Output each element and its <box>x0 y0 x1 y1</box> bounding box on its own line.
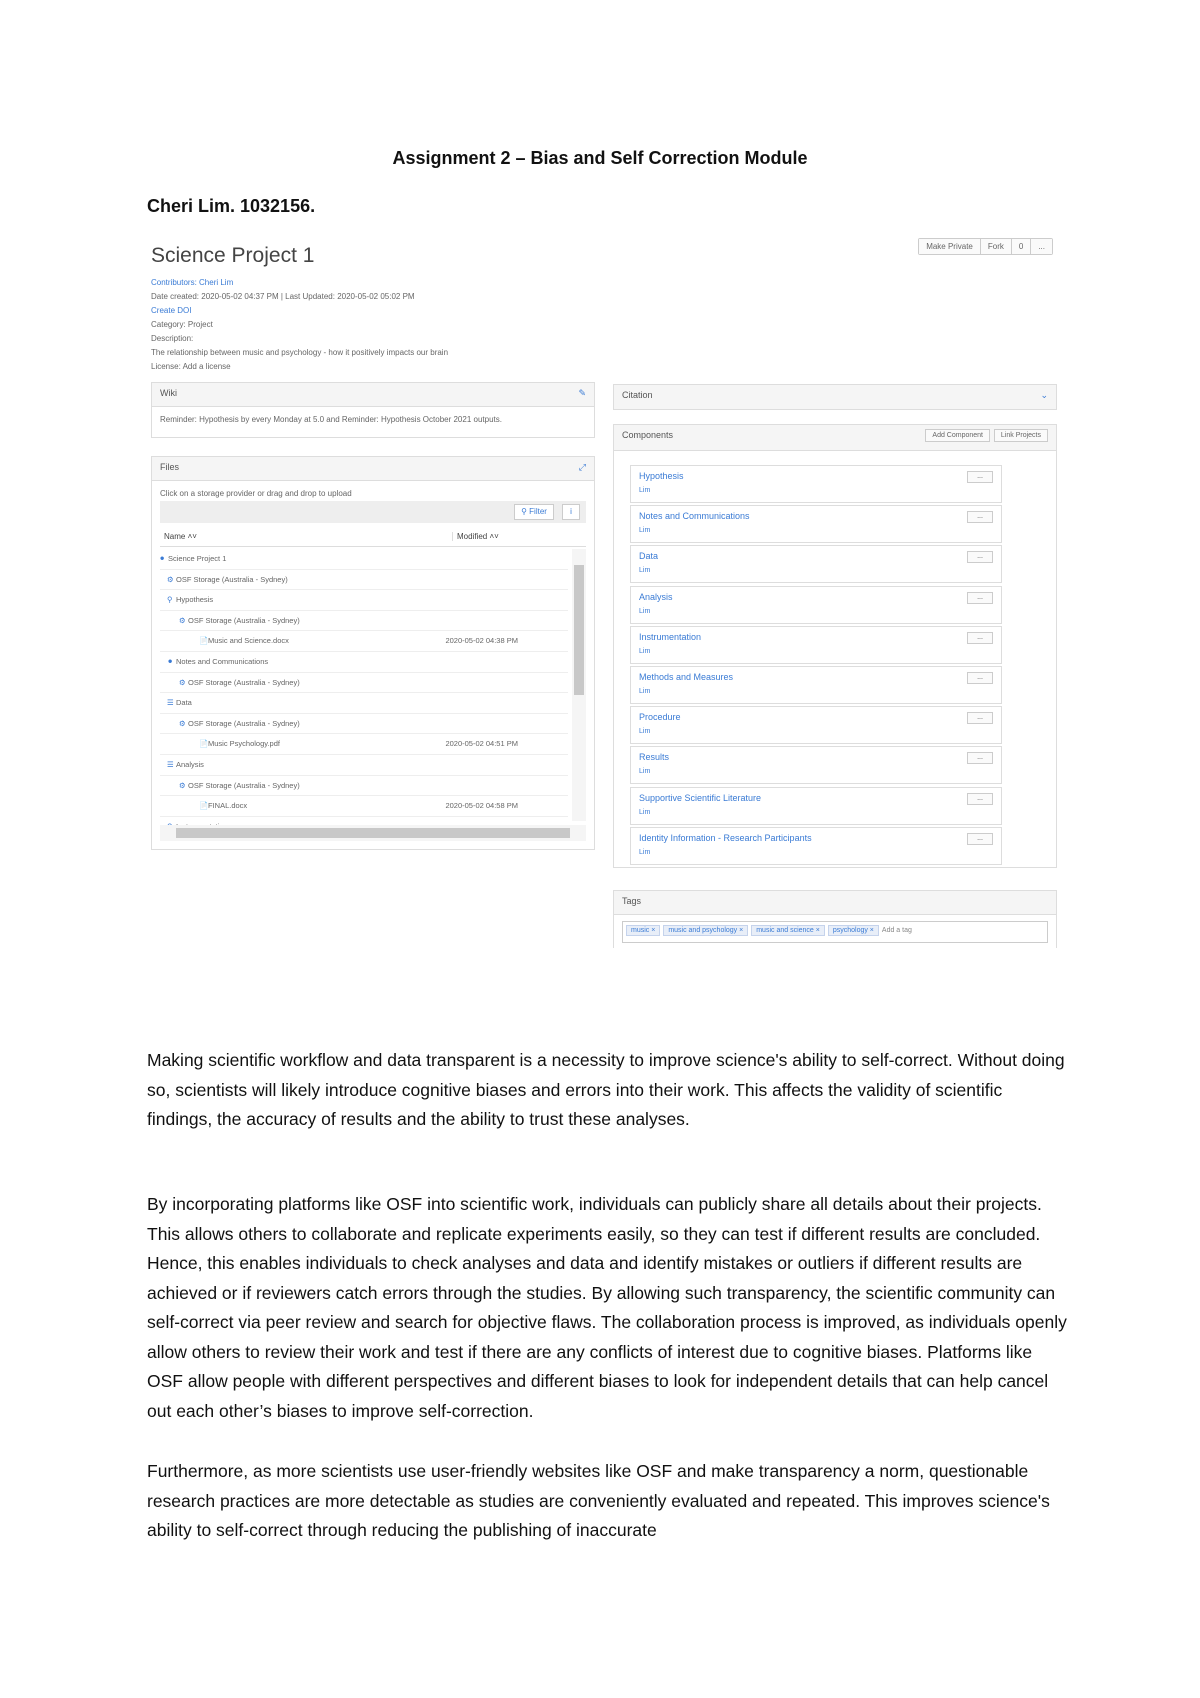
osf-screenshot <box>147 234 1057 994</box>
tags-panel <box>613 890 1057 948</box>
file-tree-label: Analysis <box>176 759 204 769</box>
component-name-link[interactable]: Identity Information - Research Participants <box>639 832 812 843</box>
component-options-button[interactable]: ... <box>967 511 993 523</box>
col-modified[interactable]: Modified ˄˅ <box>452 532 499 541</box>
file-modified-date: 2020-05-02 04:58 PM <box>445 801 518 811</box>
component-contributor[interactable]: Lim <box>639 607 651 615</box>
component-contributor[interactable]: Lim <box>639 728 651 736</box>
files-column-headers <box>160 529 586 547</box>
component-item <box>630 827 1002 865</box>
file-modified-date: 2020-05-02 04:51 PM <box>445 739 518 749</box>
file-tree-label: OSF Storage (Australia - Sydney) <box>188 677 300 687</box>
component-name-link[interactable]: Instrumentation <box>639 631 702 642</box>
component-options-button[interactable]: ... <box>967 793 993 805</box>
chevron-down-icon[interactable]: ⌄ <box>1040 390 1048 400</box>
file-tree-row[interactable] <box>160 631 568 652</box>
contributors-link[interactable]: Contributors: Cheri Lim <box>151 278 234 287</box>
file-icon: ⚙ <box>179 677 186 687</box>
file-modified-date: 2020-05-02 04:38 PM <box>445 636 518 646</box>
col-name[interactable]: Name ˄˅ <box>164 532 197 541</box>
component-item <box>630 787 1002 825</box>
component-name-link[interactable]: Data <box>639 551 659 562</box>
component-item <box>630 545 1002 583</box>
tag-chip[interactable]: music and science × <box>751 925 825 936</box>
file-tree-label: Hypothesis <box>176 595 214 605</box>
component-contributor[interactable]: Lim <box>639 567 651 575</box>
file-icon: ☰ <box>167 698 174 708</box>
file-tree-row[interactable] <box>160 755 568 776</box>
search-icon: ⚲ <box>521 507 530 516</box>
tag-chip[interactable]: music and psychology × <box>663 925 748 936</box>
file-tree-row[interactable] <box>160 611 568 632</box>
citation-heading: Citation <box>622 390 653 400</box>
file-icon: ⚫ <box>167 656 174 666</box>
component-contributor[interactable]: Lim <box>639 487 651 494</box>
file-tree-row[interactable] <box>160 734 568 755</box>
file-icon: ☰ <box>167 759 174 769</box>
component-options-button[interactable]: ... <box>967 833 993 845</box>
wiki-heading: Wiki <box>160 388 177 398</box>
edit-pencil-icon[interactable]: ✎ <box>578 388 586 398</box>
project-dates: Date created: 2020-05-02 04:37 PM | Last Updated: 2020-05-02 05:02 PM <box>151 292 415 301</box>
file-tree-label: Music Psychology.pdf <box>208 739 280 749</box>
project-license: License: Add a license <box>151 362 231 371</box>
component-name-link[interactable]: Notes and Communications <box>639 511 750 522</box>
component-item <box>630 465 1002 503</box>
file-tree-row[interactable] <box>160 693 568 714</box>
file-tree-label: Music and Science.docx <box>208 636 289 646</box>
bookmark-count-button[interactable]: 0 <box>1011 239 1030 254</box>
sort-icon: ˄˅ <box>489 532 499 541</box>
files-panel <box>151 456 595 850</box>
component-options-button[interactable]: ... <box>967 752 993 764</box>
components-heading: Components <box>622 430 674 440</box>
component-item <box>630 666 1002 704</box>
component-contributor[interactable]: Lim <box>639 688 651 695</box>
components-panel <box>613 424 1057 868</box>
component-options-button[interactable]: ... <box>967 551 993 563</box>
component-item <box>630 626 1002 664</box>
component-name-link[interactable]: Procedure <box>639 712 681 723</box>
project-category: Category: Project <box>151 320 213 329</box>
files-heading: Files <box>160 462 180 472</box>
fork-button[interactable]: Fork <box>980 239 1011 254</box>
document-title: Assignment 2 – Bias and Self Correction Module <box>392 148 808 168</box>
component-contributor[interactable]: Lim <box>639 527 651 535</box>
component-options-button[interactable]: ... <box>967 471 993 483</box>
component-options-button[interactable]: ... <box>967 632 993 644</box>
file-icon: ⚫ <box>159 554 166 563</box>
file-tree-row[interactable] <box>160 796 568 817</box>
component-contributor[interactable]: Lim <box>639 647 651 655</box>
component-contributor[interactable]: Lim <box>639 848 651 856</box>
citation-panel <box>613 384 1057 410</box>
component-item <box>630 706 1002 744</box>
add-component-button[interactable]: Add Component <box>925 429 990 442</box>
component-item <box>630 746 1002 784</box>
component-options-button[interactable]: ... <box>967 712 993 724</box>
project-description: The relationship between music and psychology - how it positively impacts our brain <box>151 348 449 357</box>
file-tree-row[interactable] <box>160 549 568 570</box>
horizontal-scrollbar[interactable] <box>160 825 586 841</box>
paragraph-3: Furthermore, as more scientists use user-friendly websites like OSF and make transparency a norm, questionable research practices are more detectable as studies are conveniently evaluated and repeated. This improves science's ability to self-correct through reducing the publishing of inaccurate <box>147 1461 1050 1540</box>
add-tag-placeholder: Add a tag <box>881 927 912 934</box>
filter-button[interactable]: ⚲ Filter <box>514 504 554 520</box>
wiki-text: Reminder: Hypothesis by every Monday at 5.0 and Reminder: Hypothesis October 2021 outputs. <box>160 415 502 424</box>
file-tree-row[interactable] <box>160 776 568 797</box>
component-item <box>630 505 1002 543</box>
tag-chip[interactable]: music × <box>626 925 660 936</box>
project-meta <box>151 276 448 374</box>
component-contributor[interactable]: Lim <box>639 808 651 816</box>
component-options-button[interactable]: ... <box>967 592 993 604</box>
more-button[interactable]: ... <box>1030 239 1052 254</box>
file-tree-label: Science Project 1 <box>168 554 227 563</box>
project-title: Science Project 1 <box>151 244 315 267</box>
file-icon: ⚙ <box>179 615 186 625</box>
tag-chip[interactable]: psychology × <box>828 925 879 936</box>
file-tree-row[interactable] <box>160 673 568 694</box>
files-toolbar <box>160 501 586 523</box>
make-private-button[interactable]: Make Private <box>919 239 980 254</box>
component-name-link[interactable]: Analysis <box>639 591 673 602</box>
file-tree-label: OSF Storage (Australia - Sydney) <box>188 718 300 728</box>
vertical-scrollbar[interactable] <box>572 549 586 821</box>
description-label: Description: <box>151 334 194 343</box>
component-name-link[interactable]: Hypothesis <box>639 471 684 481</box>
file-tree-row[interactable] <box>160 714 568 735</box>
paragraph-2: By incorporating platforms like OSF into scientific work, individuals can publicly share all details about their projects. This allows others to collaborate and replicate experiments easily, so they can test if different results are concluded. Hence, this enables individuals to check analyses and data and identify mistakes or outliers if different results are achieved or if reviewers catch errors through the studies. By allowing such transparency, the scientific community can self-correct via peer review and search for objective flaws. The collaboration process is improved, as individuals openly allow others to review their work and test if there are any conflicts of interest due to cognitive biases. Platforms like OSF allow people with different perspectives and different biases to look for independent details that can help cancel out each other’s biases to improve self-correction. <box>147 1194 1067 1421</box>
file-tree-row[interactable] <box>160 652 568 673</box>
project-header-buttons <box>918 238 1053 255</box>
sort-icon: ˄˅ <box>187 532 197 541</box>
file-icon: 📄 <box>199 739 209 749</box>
wiki-panel <box>151 382 595 438</box>
file-tree-label: Data <box>176 698 192 708</box>
component-item <box>630 586 1002 624</box>
file-icon: 📄 <box>199 636 209 646</box>
file-tree-label: FINAL.docx <box>208 801 248 811</box>
info-button[interactable]: i <box>562 504 580 520</box>
file-tree-label: OSF Storage (Australia - Sydney) <box>188 615 300 625</box>
tags-heading: Tags <box>622 896 642 906</box>
files-instruction: Click on a storage provider or drag and drop to upload <box>160 489 352 498</box>
component-contributor[interactable]: Lim <box>639 768 651 776</box>
file-tree-label: Notes and Communications <box>176 656 269 666</box>
component-name-link[interactable]: Supportive Scientific Literature <box>639 792 762 803</box>
expand-icon[interactable]: ⤢ <box>578 462 586 472</box>
files-tree <box>160 549 568 837</box>
paragraph-1: Making scientific workflow and data transparent is a necessity to improve science's ability to self-correct. Without doing so, scientists will likely introduce cognitive biases and errors into their work. This affects the validity of scientific findings, the accuracy of results and the ability to trust these analyses. <box>147 1050 1065 1129</box>
file-icon: ⚙ <box>167 574 174 584</box>
component-name-link[interactable]: Results <box>639 752 670 763</box>
file-tree-label: OSF Storage (Australia - Sydney) <box>188 780 300 790</box>
document-author: Cheri Lim. 1032156. <box>147 196 316 216</box>
file-tree-row[interactable] <box>160 590 568 611</box>
component-options-button[interactable]: ... <box>967 672 993 684</box>
tags-input[interactable] <box>622 921 1048 943</box>
file-tree-label: OSF Storage (Australia - Sydney) <box>176 574 288 584</box>
link-projects-button[interactable]: Link Projects <box>994 429 1048 442</box>
file-tree-row[interactable] <box>160 570 568 591</box>
create-doi-link[interactable]: Create DOI <box>151 306 192 315</box>
file-icon: ⚙ <box>179 780 186 790</box>
file-icon: 📄 <box>199 801 209 811</box>
file-icon: ⚲ <box>167 595 173 605</box>
component-name-link[interactable]: Methods and Measures <box>639 672 734 682</box>
file-icon: ⚙ <box>179 718 186 728</box>
